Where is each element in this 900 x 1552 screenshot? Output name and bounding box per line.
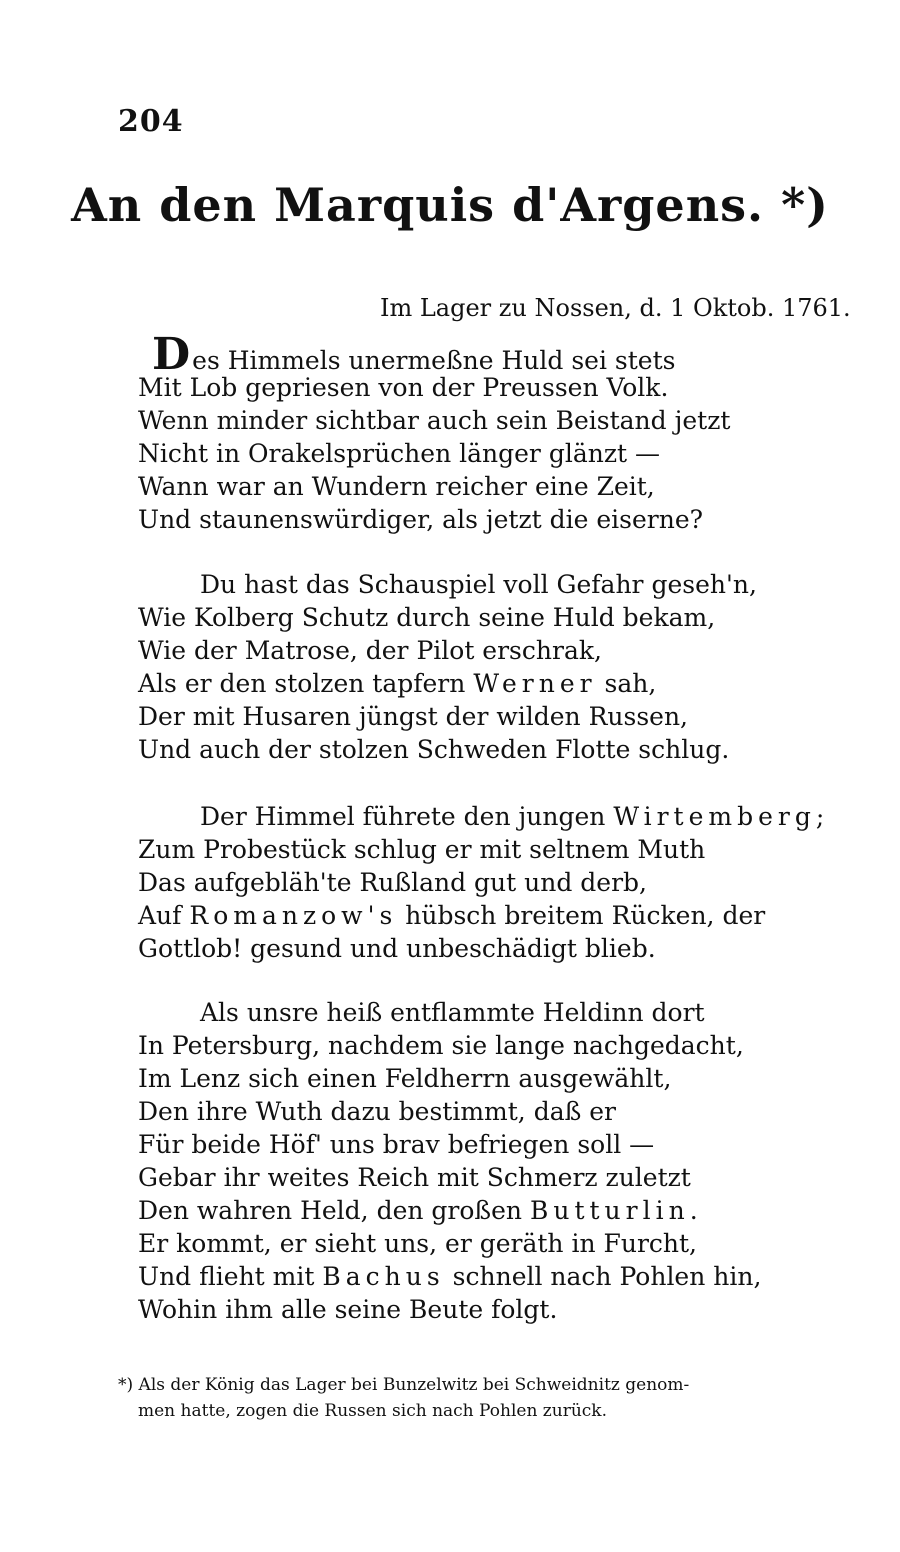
stanza-2 (138, 568, 757, 766)
emphasized-name: Werner (473, 669, 597, 698)
verse-line: Das aufgebläh'te Rußland gut und derb, (138, 868, 647, 897)
verse-text: Der Himmel führete den jungen (200, 802, 606, 831)
verse-line: Wann war an Wundern reicher eine Zeit, (138, 472, 655, 501)
dateline: Im Lager zu Nossen, d. 1 Oktob. 1761. (380, 294, 851, 322)
verse-line (138, 1260, 761, 1293)
verse-line: Wenn minder sichtbar auch sein Beistand jetzt (138, 406, 731, 435)
verse-line (138, 800, 829, 833)
verse-line: Als unsre heiß entflammte Heldinn dort (200, 998, 705, 1027)
verse-text: hübsch breitem Rücken, der (405, 901, 766, 930)
verse-text: schnell nach Pohlen hin, (452, 1262, 762, 1291)
verse-line: In Petersburg, nachdem sie lange nachgedacht, (138, 1031, 744, 1060)
verse-line: Nicht in Orakelsprüchen länger glänzt — (138, 439, 660, 468)
emphasized-name: Butturlin. (529, 1196, 703, 1225)
verse-text: Und flieht mit (138, 1262, 315, 1291)
poem-title: An den Marquis d'Argens. *) (71, 178, 829, 232)
stanza-1 (138, 329, 731, 536)
verse-line: Im Lenz sich einen Feldherrn ausgewählt, (138, 1064, 672, 1093)
verse-line: Wie Kolberg Schutz durch seine Huld bekam, (138, 603, 716, 632)
footnote-line: men hatte, zogen die Russen sich nach Pohlen zurück. (138, 1401, 608, 1421)
verse-line (138, 329, 730, 380)
verse-line: Du hast das Schauspiel voll Gefahr geseh'n, (200, 570, 757, 599)
first-verse-line (152, 329, 676, 380)
verse-line: Der mit Husaren jüngst der wilden Russen, (138, 702, 688, 731)
footnote (118, 1372, 818, 1424)
verse-line (138, 899, 829, 932)
verse-text: Als er den stolzen tapfern (138, 669, 466, 698)
verse-line: Und staunenswürdiger, als jetzt die eiserne? (138, 505, 704, 534)
verse-line: Und auch der stolzen Schweden Flotte schlug. (138, 735, 730, 764)
verse-line (138, 667, 757, 700)
drop-cap-initial: D (152, 329, 191, 380)
verse-text: sah, (604, 669, 657, 698)
verse-text: es Himmels unermeßne Huld sei stets (192, 346, 676, 375)
verse-text: Auf (138, 901, 182, 930)
footnote-line: *) Als der König das Lager bei Bunzelwitz bei Schweidnitz genom- (118, 1375, 690, 1395)
emphasized-name: Wirtemberg; (613, 802, 830, 831)
stanza-3 (138, 800, 829, 965)
verse-line: Er kommt, er sieht uns, er geräth in Furcht, (138, 1229, 698, 1258)
verse-line: Gebar ihr weites Reich mit Schmerz zuletzt (138, 1163, 691, 1192)
verse-line: Wohin ihm alle seine Beute folgt. (138, 1295, 558, 1324)
verse-line: Für beide Höf' uns brav befriegen soll — (138, 1130, 655, 1159)
stanza-4 (138, 996, 761, 1326)
emphasized-name: Bachus (322, 1262, 445, 1291)
verse-text: Den wahren Held, den großen (138, 1196, 523, 1225)
verse-line: Zum Probestück schlug er mit seltnem Muth (138, 835, 706, 864)
emphasized-name: Romanzow's (189, 901, 398, 930)
verse-line (138, 1194, 761, 1227)
verse-line: Mit Lob gepriesen von der Preussen Volk. (138, 373, 669, 402)
page-number: 204 (118, 104, 184, 139)
verse-line: Gottlob! gesund und unbeschädigt blieb. (138, 934, 656, 963)
verse-line: Wie der Matrose, der Pilot erschrak, (138, 636, 602, 665)
verse-line: Den ihre Wuth dazu bestimmt, daß er (138, 1097, 617, 1126)
